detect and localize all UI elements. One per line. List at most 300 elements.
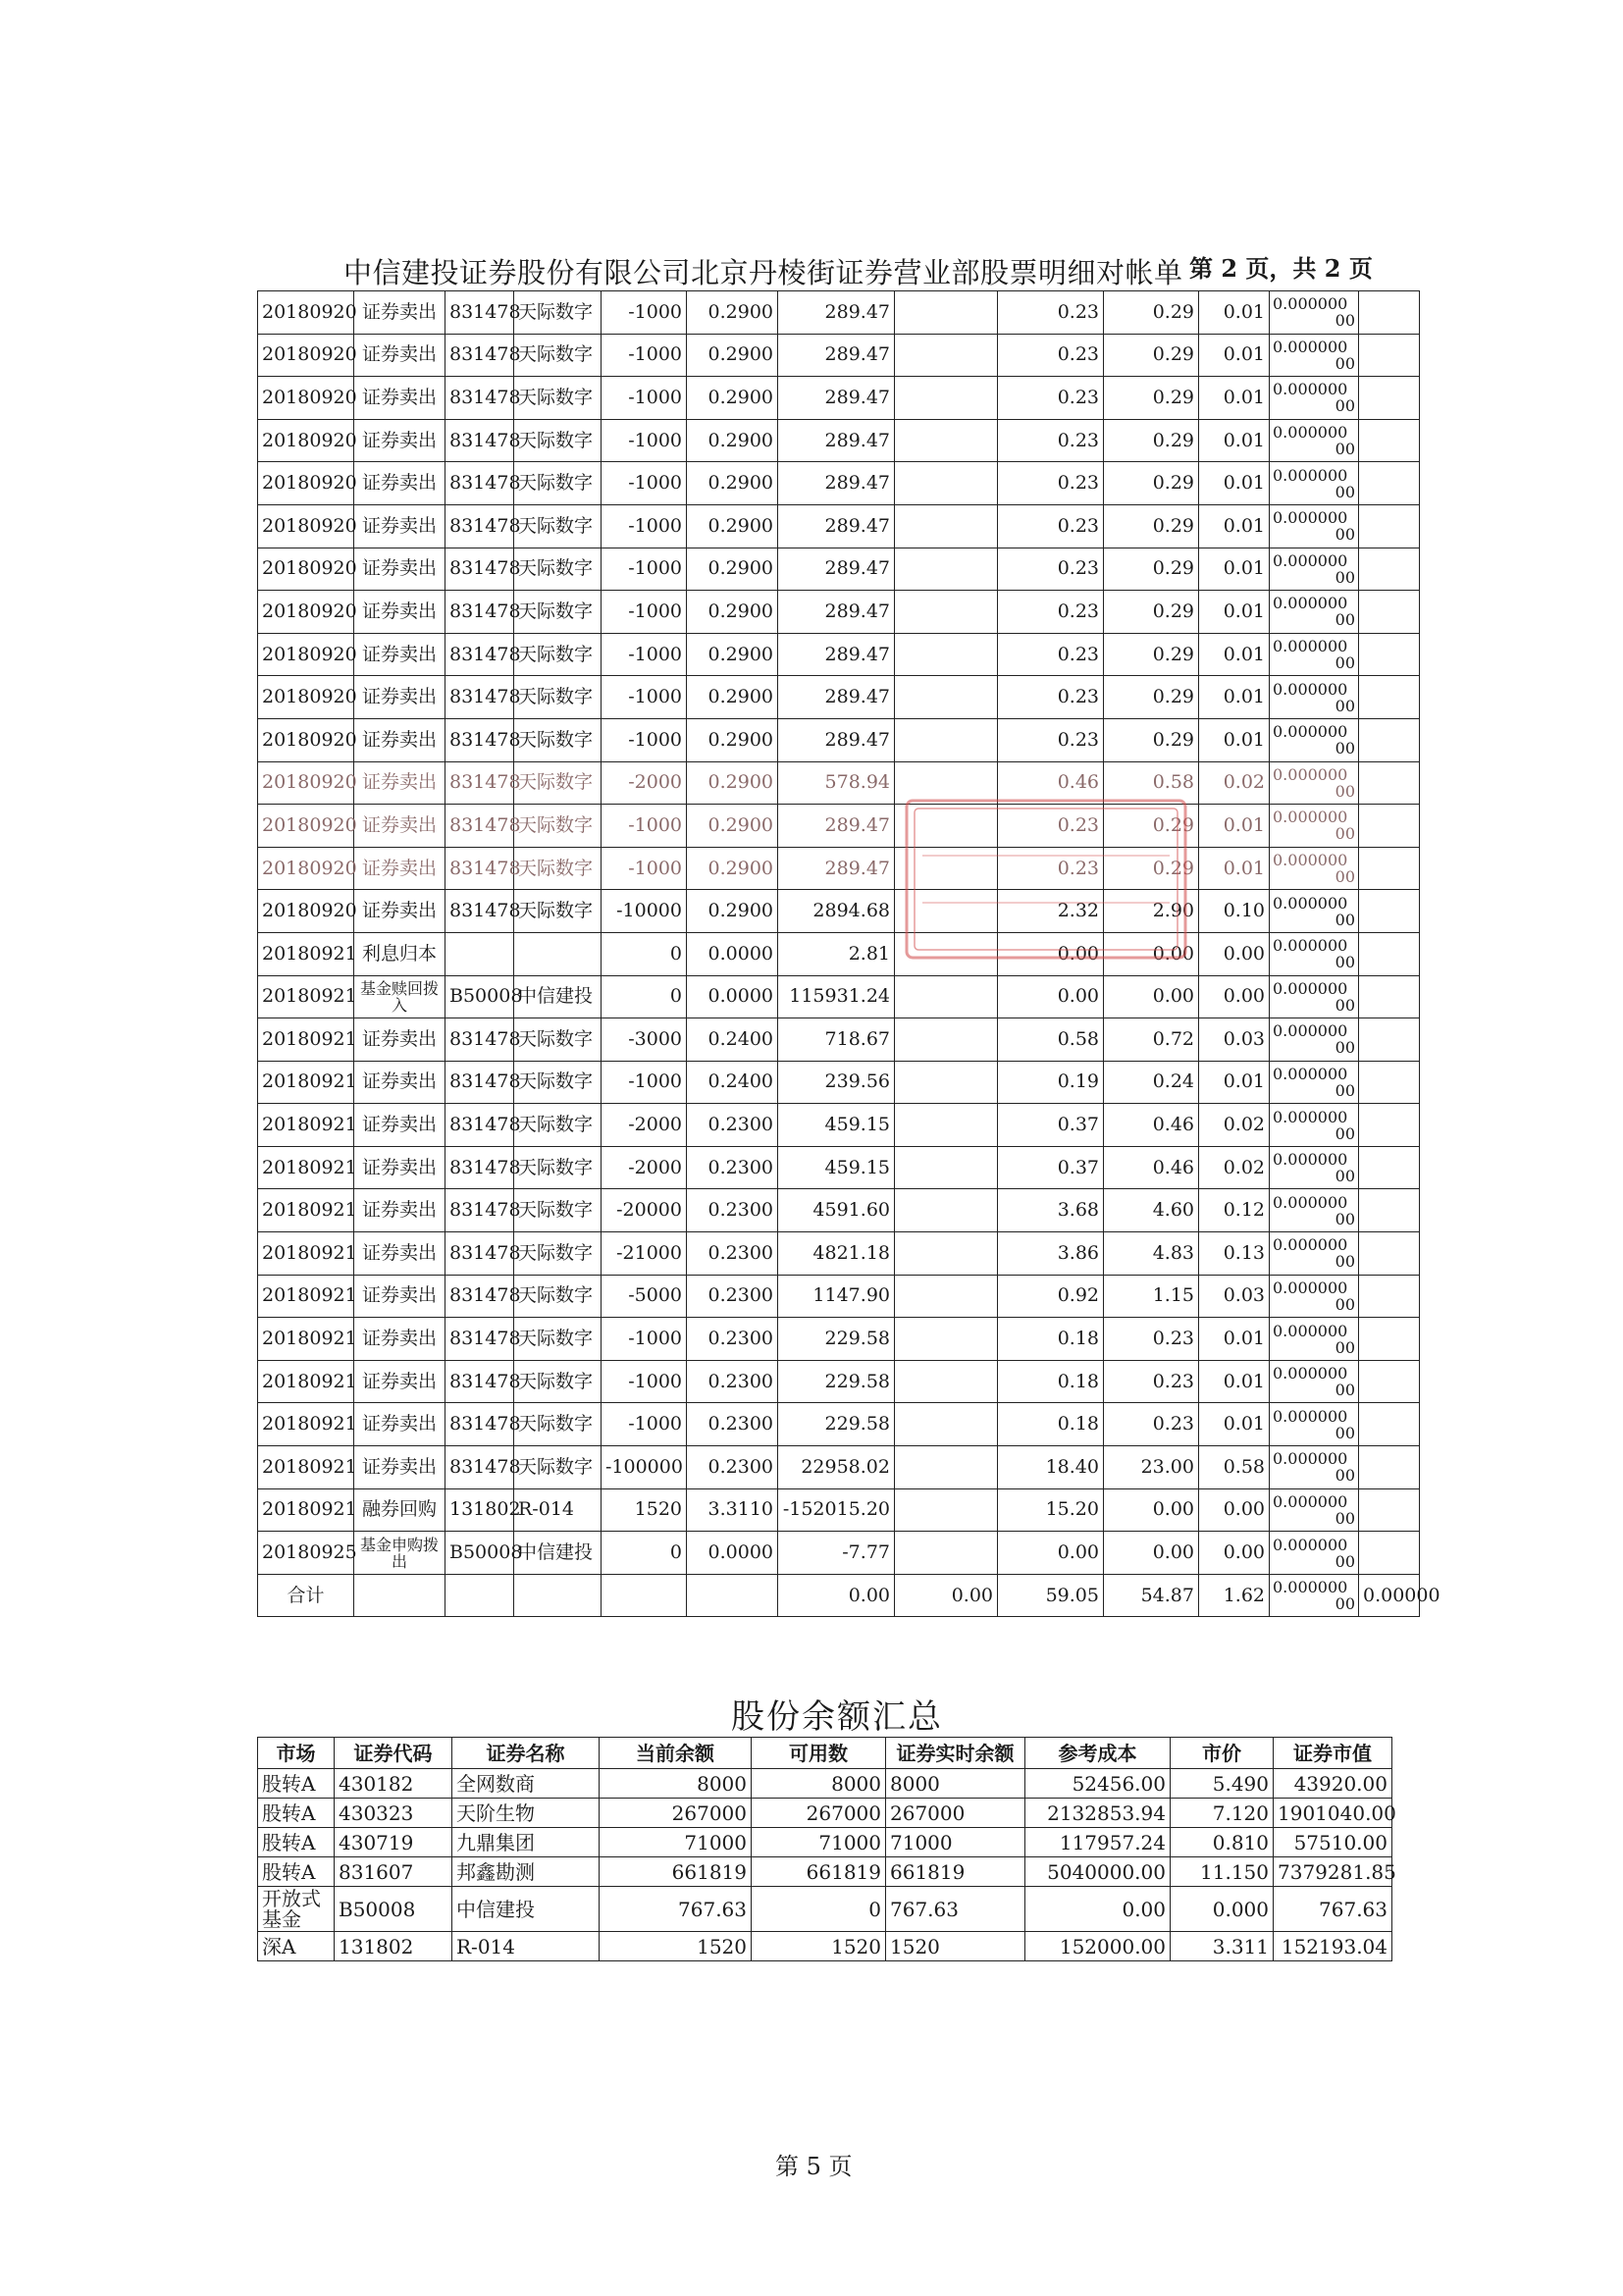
cell-qty: -100000 (602, 1446, 687, 1489)
holdings-row (258, 1828, 1392, 1857)
cell-fee1: 0.23 (998, 718, 1104, 761)
cell-rate (1270, 1488, 1359, 1532)
rate-value: 0.000000 (1273, 1064, 1348, 1083)
cell-fee1: 0.37 (998, 1104, 1104, 1147)
cell-type: 证券卖出 (354, 291, 445, 335)
cell-extra (895, 847, 998, 890)
cell-extra (895, 975, 998, 1018)
cell-type: 证券卖出 (354, 548, 445, 591)
rate-value: 0.000000 (1273, 337, 1348, 356)
cell-type: 证券卖出 (354, 847, 445, 890)
cell-last (1359, 591, 1420, 634)
cell-fee2: 0.29 (1104, 548, 1199, 591)
cell-fee3: 0.01 (1199, 633, 1270, 676)
cell-name: 中信建投 (514, 975, 602, 1018)
rate-value-wrap: 00 (1335, 1294, 1355, 1314)
cell-fee3: 0.12 (1199, 1189, 1270, 1232)
cell-qty: -1000 (602, 377, 687, 420)
cell-qty: 0 (602, 932, 687, 975)
cell-amount: 4591.60 (778, 1189, 895, 1232)
holdings-cell: 中信建投 (452, 1887, 600, 1932)
cell-amount: 2.81 (778, 932, 895, 975)
cell-date: 20180920 (258, 291, 354, 335)
cell-fee1: 0.23 (998, 504, 1104, 548)
cell-fee3: 0.01 (1199, 1403, 1270, 1446)
cell-name: 天际数字 (514, 805, 602, 848)
cell-fee1: 0.23 (998, 591, 1104, 634)
rate-value: 0.000000 (1273, 851, 1348, 870)
cell-date: 20180921 (258, 1318, 354, 1361)
cell-last: 0.00000 (1359, 1574, 1420, 1617)
rate-value: 0.000000 (1273, 1491, 1348, 1511)
cell-name: 天际数字 (514, 419, 602, 462)
holdings-cell: 0 (752, 1887, 886, 1932)
cell-last (1359, 504, 1420, 548)
cell-date: 20180920 (258, 419, 354, 462)
cell-code: 831478 (445, 1018, 514, 1062)
holdings-row (258, 1799, 1392, 1828)
cell-name: 天际数字 (514, 761, 602, 805)
holdings-cell: 57510.00 (1274, 1828, 1392, 1857)
rate-value: 0.000000 (1273, 1321, 1348, 1340)
cell-last (1359, 1446, 1420, 1489)
cell-code: 831478 (445, 1318, 514, 1361)
cell-fee1: 0.00 (998, 932, 1104, 975)
cell-type: 证券卖出 (354, 1232, 445, 1276)
page-number: 第 5 页 (775, 2153, 853, 2180)
cell-code (445, 932, 514, 975)
cell-fee3: 0.01 (1199, 419, 1270, 462)
cell-name: 天际数字 (514, 1275, 602, 1318)
cell-extra (895, 334, 998, 377)
cell-last (1359, 377, 1420, 420)
cell-qty: -5000 (602, 1275, 687, 1318)
holdings-cell: 767.63 (600, 1887, 752, 1932)
cell-fee2: 2.90 (1104, 890, 1199, 933)
rate-value: 0.000000 (1273, 1535, 1348, 1554)
transaction-row (258, 1488, 1420, 1532)
holdings-summary-title: 股份余额汇总 (731, 1697, 943, 1737)
transaction-row (258, 761, 1420, 805)
cell-date: 20180925 (258, 1532, 354, 1575)
cell-amount: 289.47 (778, 591, 895, 634)
cell-rate (1270, 548, 1359, 591)
rate-value: 0.000000 (1273, 1192, 1348, 1212)
rate-value-wrap: 00 (1335, 440, 1355, 459)
cell-fee3: 0.00 (1199, 975, 1270, 1018)
rate-value-wrap: 00 (1335, 824, 1355, 844)
cell-last (1359, 847, 1420, 890)
cell-fee1: 0.18 (998, 1360, 1104, 1403)
cell-name: 天际数字 (514, 1360, 602, 1403)
cell-fee2: 0.29 (1104, 377, 1199, 420)
cell-last (1359, 291, 1420, 335)
cell-code: 831478 (445, 1275, 514, 1318)
rate-value-wrap: 00 (1335, 653, 1355, 673)
holdings-row (258, 1932, 1392, 1961)
rate-value-wrap: 00 (1335, 953, 1355, 972)
cell-last (1359, 1232, 1420, 1276)
transaction-row (258, 805, 1420, 848)
rate-value: 0.000000 (1273, 423, 1348, 443)
transaction-row (258, 633, 1420, 676)
cell-date: 20180920 (258, 718, 354, 761)
cell-extra (895, 1189, 998, 1232)
cell-type: 证券卖出 (354, 1403, 445, 1446)
cell-amount: 0.00 (778, 1574, 895, 1617)
rate-value-wrap: 00 (1335, 1123, 1355, 1143)
cell-type: 基金赎回拨入 (354, 975, 445, 1018)
transaction-row (258, 1403, 1420, 1446)
cell-extra (895, 805, 998, 848)
rate-value-wrap: 00 (1335, 1508, 1355, 1528)
rate-value-wrap: 00 (1335, 1337, 1355, 1357)
rate-value-wrap: 00 (1335, 1080, 1355, 1100)
cell-last (1359, 761, 1420, 805)
rate-value: 0.000000 (1273, 1021, 1348, 1041)
holdings-row (258, 1769, 1392, 1799)
holdings-row (258, 1887, 1392, 1932)
cell-amount: 718.67 (778, 1018, 895, 1062)
rate-value-wrap: 00 (1335, 1423, 1355, 1442)
cell-extra (895, 1275, 998, 1318)
cell-last (1359, 676, 1420, 719)
cell-code: 831478 (445, 419, 514, 462)
cell-fee1: 0.23 (998, 419, 1104, 462)
cell-code: 831478 (445, 676, 514, 719)
cell-extra (895, 377, 998, 420)
holdings-cell: 5040000.00 (1025, 1857, 1171, 1887)
cell-name: 天际数字 (514, 504, 602, 548)
holdings-cell: 267000 (886, 1799, 1025, 1828)
cell-extra (895, 419, 998, 462)
holdings-cell: 152000.00 (1025, 1932, 1171, 1961)
cell-amount: 289.47 (778, 718, 895, 761)
cell-fee3: 0.01 (1199, 805, 1270, 848)
cell-qty: -1000 (602, 805, 687, 848)
cell-qty: 0 (602, 1532, 687, 1575)
holdings-cell: 邦鑫勘测 (452, 1857, 600, 1887)
transaction-row (258, 1446, 1420, 1489)
rate-value: 0.000000 (1273, 679, 1348, 699)
cell-fee1: 0.23 (998, 377, 1104, 420)
cell-qty: -10000 (602, 890, 687, 933)
cell-fee1: 0.23 (998, 462, 1104, 505)
rate-value-wrap: 00 (1335, 1551, 1355, 1571)
holdings-cell: 767.63 (1274, 1887, 1392, 1932)
holdings-table (257, 1737, 1396, 1961)
cell-rate (1270, 1403, 1359, 1446)
cell-fee2: 4.60 (1104, 1189, 1199, 1232)
cell-rate (1270, 419, 1359, 462)
cell-price: 0.2300 (687, 1318, 778, 1361)
cell-last (1359, 718, 1420, 761)
cell-type: 证券卖出 (354, 334, 445, 377)
cell-rate (1270, 847, 1359, 890)
cell-fee3: 0.02 (1199, 1146, 1270, 1189)
cell-fee3: 0.01 (1199, 1061, 1270, 1104)
cell-price: 0.2900 (687, 761, 778, 805)
cell-price: 0.2300 (687, 1104, 778, 1147)
cell-type: 证券卖出 (354, 633, 445, 676)
total-row (258, 1574, 1420, 1617)
cell-fee1: 0.23 (998, 805, 1104, 848)
holdings-cell: 7.120 (1171, 1799, 1274, 1828)
cell-type: 利息归本 (354, 932, 445, 975)
cell-qty: -1000 (602, 419, 687, 462)
cell-code: 831478 (445, 1146, 514, 1189)
transaction-rows (258, 291, 1440, 1617)
cell-date: 20180921 (258, 1488, 354, 1532)
transaction-row (258, 847, 1420, 890)
rate-value-wrap: 00 (1335, 1466, 1355, 1486)
cell-date: 20180921 (258, 1018, 354, 1062)
cell-type: 证券卖出 (354, 1018, 445, 1062)
cell-fee1: 3.68 (998, 1189, 1104, 1232)
transaction-row (258, 548, 1420, 591)
cell-code: 831478 (445, 1104, 514, 1147)
cell-rate (1270, 1232, 1359, 1276)
holdings-cell: 7379281.85 (1274, 1857, 1392, 1887)
transaction-row (258, 1146, 1420, 1189)
cell-last (1359, 1360, 1420, 1403)
transaction-row (258, 419, 1420, 462)
holdings-cell: 股转A (258, 1799, 335, 1828)
cell-fee3: 0.01 (1199, 377, 1270, 420)
holdings-cell: 股转A (258, 1828, 335, 1857)
cell-code: 831478 (445, 291, 514, 335)
cell-last (1359, 1403, 1420, 1446)
holdings-cell: 43920.00 (1274, 1769, 1392, 1799)
holdings-header-cell: 市场 (258, 1738, 335, 1769)
cell-fee2: 23.00 (1104, 1446, 1199, 1489)
cell-fee2: 0.00 (1104, 932, 1199, 975)
holdings-cell: B50008 (335, 1887, 452, 1932)
rate-value: 0.000000 (1273, 508, 1348, 528)
rate-value-wrap: 00 (1335, 311, 1355, 331)
cell-qty: -2000 (602, 761, 687, 805)
holdings-cell: 767.63 (886, 1887, 1025, 1932)
cell-type: 证券卖出 (354, 805, 445, 848)
rate-value-wrap: 00 (1335, 1252, 1355, 1272)
cell-name: 天际数字 (514, 462, 602, 505)
cell-fee1: 59.05 (998, 1574, 1104, 1617)
cell-fee2: 4.83 (1104, 1232, 1199, 1276)
cell-last (1359, 932, 1420, 975)
cell-qty: -3000 (602, 1018, 687, 1062)
cell-fee2: 0.29 (1104, 591, 1199, 634)
cell-qty: -1000 (602, 718, 687, 761)
cell-qty: -1000 (602, 847, 687, 890)
holdings-cell: 52456.00 (1025, 1769, 1171, 1799)
holdings-cell: 661819 (600, 1857, 752, 1887)
cell-rate (1270, 932, 1359, 975)
cell-price: 0.2900 (687, 847, 778, 890)
cell-rate (1270, 676, 1359, 719)
cell-code: 831478 (445, 1446, 514, 1489)
holdings-cell: 1520 (600, 1932, 752, 1961)
cell-date: 20180920 (258, 676, 354, 719)
holdings-cell: 131802 (335, 1932, 452, 1961)
transaction-row (258, 890, 1420, 933)
statement-title: 中信建投证券股份有限公司北京丹棱街证券营业部股票明细对帐单 (343, 256, 1183, 289)
cell-name: 天际数字 (514, 1189, 602, 1232)
holdings-cell: R-014 (452, 1932, 600, 1961)
cell-extra (895, 1018, 998, 1062)
cell-rate (1270, 291, 1359, 335)
cell-name: 天际数字 (514, 1403, 602, 1446)
cell-fee1: 0.18 (998, 1403, 1104, 1446)
cell-amount: 2894.68 (778, 890, 895, 933)
transaction-row (258, 1061, 1420, 1104)
cell-name: 天际数字 (514, 718, 602, 761)
cell-type: 证券卖出 (354, 504, 445, 548)
cell-amount: -7.77 (778, 1532, 895, 1575)
cell-extra (895, 633, 998, 676)
cell-amount: 578.94 (778, 761, 895, 805)
cell-rate (1270, 1146, 1359, 1189)
cell-fee3: 0.02 (1199, 761, 1270, 805)
cell-rate (1270, 1104, 1359, 1147)
cell-fee2: 0.23 (1104, 1360, 1199, 1403)
cell-name: 天际数字 (514, 1446, 602, 1489)
cell-fee2: 0.00 (1104, 1488, 1199, 1532)
cell-price: 0.2300 (687, 1275, 778, 1318)
rate-value: 0.000000 (1273, 594, 1348, 613)
cell-last (1359, 548, 1420, 591)
holdings-cell: 深A (258, 1932, 335, 1961)
holdings-cell: 1520 (752, 1932, 886, 1961)
cell-fee3: 0.01 (1199, 676, 1270, 719)
cell-fee3: 0.01 (1199, 718, 1270, 761)
cell-price: 0.2900 (687, 548, 778, 591)
cell-type: 证券卖出 (354, 419, 445, 462)
transaction-row (258, 1318, 1420, 1361)
cell-type: 证券卖出 (354, 761, 445, 805)
cell-rate (1270, 890, 1359, 933)
cell-qty: -20000 (602, 1189, 687, 1232)
cell-fee2: 0.23 (1104, 1318, 1199, 1361)
cell-fee2: 0.23 (1104, 1403, 1199, 1446)
rate-value: 0.000000 (1273, 637, 1348, 656)
cell-fee3: 0.58 (1199, 1446, 1270, 1489)
holdings-cell: 3.311 (1171, 1932, 1274, 1961)
cell-extra (895, 1318, 998, 1361)
cell-fee3: 0.01 (1199, 1360, 1270, 1403)
holdings-cell: 8000 (886, 1769, 1025, 1799)
cell-extra (895, 1061, 998, 1104)
transaction-row (258, 1360, 1420, 1403)
transaction-row (258, 462, 1420, 505)
cell-extra (895, 1403, 998, 1446)
transaction-row (258, 504, 1420, 548)
cell-rate (1270, 504, 1359, 548)
cell-fee2: 0.46 (1104, 1146, 1199, 1189)
holdings-cell: 0.810 (1171, 1828, 1274, 1857)
holdings-cell: 天阶生物 (452, 1799, 600, 1828)
cell-rate (1270, 975, 1359, 1018)
cell-fee1: 0.92 (998, 1275, 1104, 1318)
cell-fee3: 0.03 (1199, 1018, 1270, 1062)
cell-price: 0.2900 (687, 504, 778, 548)
cell-date: 20180921 (258, 1146, 354, 1189)
holdings-cell: 九鼎集团 (452, 1828, 600, 1857)
cell-amount: 229.58 (778, 1318, 895, 1361)
cell-amount: 289.47 (778, 291, 895, 335)
holdings-cell: 661819 (886, 1857, 1025, 1887)
cell-code: 831478 (445, 334, 514, 377)
cell-extra (895, 548, 998, 591)
cell-qty: -1000 (602, 676, 687, 719)
cell-code (445, 1574, 514, 1617)
cell-fee2: 0.29 (1104, 419, 1199, 462)
cell-price: 0.0000 (687, 1532, 778, 1575)
transaction-row (258, 1532, 1420, 1575)
cell-extra (895, 1446, 998, 1489)
cell-fee2: 0.29 (1104, 334, 1199, 377)
cell-last (1359, 1104, 1420, 1147)
holdings-header-cell: 证券代码 (335, 1738, 452, 1769)
rate-value: 0.000000 (1273, 465, 1348, 485)
cell-price: 0.2900 (687, 377, 778, 420)
cell-fee2: 0.46 (1104, 1104, 1199, 1147)
cell-amount: 1147.90 (778, 1275, 895, 1318)
cell-last (1359, 1532, 1420, 1575)
cell-price: 0.2900 (687, 291, 778, 335)
rate-value: 0.000000 (1273, 380, 1348, 399)
transaction-row (258, 334, 1420, 377)
cell-amount: 229.58 (778, 1360, 895, 1403)
cell-fee1: 0.37 (998, 1146, 1104, 1189)
cell-fee3: 0.00 (1199, 1532, 1270, 1575)
cell-type: 证券卖出 (354, 1189, 445, 1232)
cell-last (1359, 334, 1420, 377)
rate-value-wrap: 00 (1335, 610, 1355, 630)
cell-fee2: 0.29 (1104, 676, 1199, 719)
holdings-cell: 430719 (335, 1828, 452, 1857)
cell-type: 证券卖出 (354, 676, 445, 719)
cell-extra (895, 718, 998, 761)
cell-qty (602, 1574, 687, 1617)
cell-price: 0.2300 (687, 1403, 778, 1446)
cell-fee3: 0.01 (1199, 504, 1270, 548)
holdings-header-cell: 市价 (1171, 1738, 1274, 1769)
rate-value: 0.000000 (1273, 1449, 1348, 1469)
rate-value: 0.000000 (1273, 1278, 1348, 1297)
cell-code: B50008 (445, 1532, 514, 1575)
holdings-cell: 5.490 (1171, 1769, 1274, 1799)
holdings-cell: 开放式基金 (258, 1887, 335, 1932)
cell-date: 20180920 (258, 633, 354, 676)
cell-price: 0.2900 (687, 419, 778, 462)
cell-name: 天际数字 (514, 1104, 602, 1147)
rate-value-wrap: 00 (1335, 1381, 1355, 1400)
cell-fee3: 0.00 (1199, 1488, 1270, 1532)
cell-date: 20180921 (258, 975, 354, 1018)
cell-last (1359, 1318, 1420, 1361)
cell-fee1: 15.20 (998, 1488, 1104, 1532)
cell-qty: -1000 (602, 504, 687, 548)
cell-rate (1270, 761, 1359, 805)
cell-type: 证券卖出 (354, 1318, 445, 1361)
cell-date: 20180920 (258, 334, 354, 377)
rate-value: 0.000000 (1273, 294, 1348, 314)
cell-fee2: 54.87 (1104, 1574, 1199, 1617)
cell-rate (1270, 718, 1359, 761)
cell-fee1: 3.86 (998, 1232, 1104, 1276)
cell-fee1: 0.23 (998, 676, 1104, 719)
holdings-cell: 117957.24 (1025, 1828, 1171, 1857)
